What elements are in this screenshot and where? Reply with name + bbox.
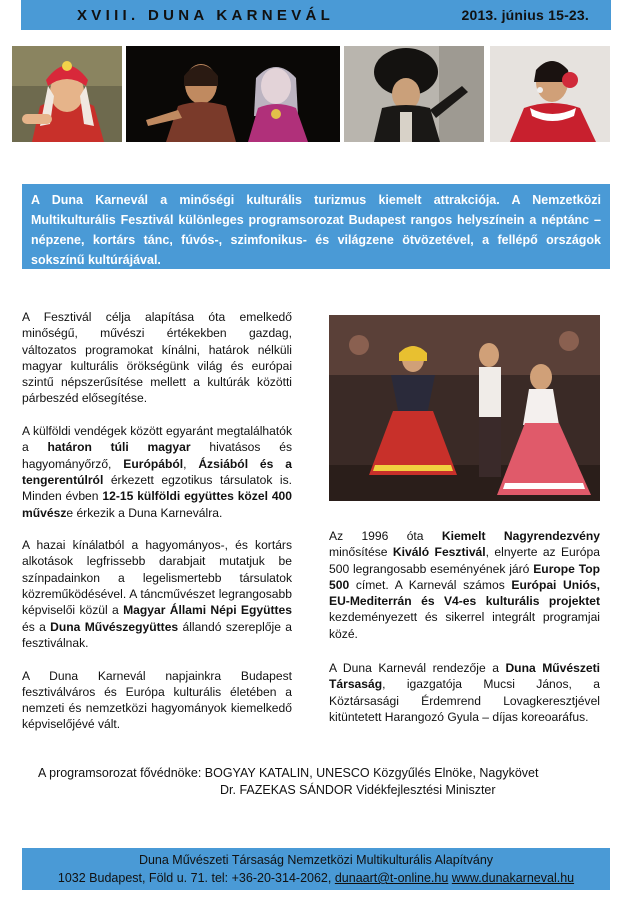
highlight-text: Európai Uniós, EU-Mediterrán és V4-es kulturális projektet	[329, 577, 600, 609]
highlight-text: Duna Művészegyüttes	[50, 619, 179, 634]
text: minősítése	[329, 545, 393, 560]
intro-box: A Duna Karnevál a minőségi kulturális turizmus kiemelt attrakciója. A Nemzetközi Multikulturális Fesztivál különleges programsorozat Budapest rangos helyszínein a néptánc – népzene, kortárs tánc, fúvós-, szimfonikus- és világzene ötvözetével, a fellépő országok sokszínű kultúrájával.	[22, 184, 610, 269]
highlight-text: 12-15 külföldi együttes közel 400 művész	[22, 489, 292, 520]
paragraph-purpose: A Fesztivál célja alapítása óta emelkedő minőségű, művészi értékekben gazdag, változatos programokat kínálni, határok nélküli magyar kulturális örökségünk világ és európai szintű népszerűsítése mellett a kultúrák közötti párbeszéd elősegítése.	[22, 310, 292, 406]
text: e érkezik a Duna Karneválra.	[66, 505, 223, 520]
highlight-text: határon túli magyar	[47, 440, 191, 455]
paragraph-organizer	[329, 660, 600, 725]
text: kezdeményezett és sikerrel integrált programjai közé.	[329, 610, 600, 641]
paragraph-today: A Duna Karnevál napjainkra Budapest fesztiválváros és Európa kulturális életében a nemzeti és nemzetközi hagyományok kiemelkedő képviselőjévé vált.	[22, 668, 292, 732]
highlight-text: Duna Művészeti Társaság	[329, 661, 600, 692]
text: ,	[183, 456, 199, 471]
text: címet. A Karnevál számos	[349, 577, 512, 592]
highlight-text: Magyar Állami Népi Együttes	[123, 603, 292, 618]
text: hivatásos és hagyományőrző,	[22, 440, 292, 471]
contact-line	[22, 869, 610, 887]
photo-dancing-couple	[126, 46, 340, 142]
email-link[interactable]: dunaart@t-online.hu	[334, 871, 449, 885]
text: érkezett egzotikus társulatok is. Minden évben	[22, 472, 292, 504]
text: és a	[22, 619, 51, 634]
highlight-text: Kiváló Fesztivál	[392, 545, 486, 560]
footer-banner	[22, 848, 610, 890]
paragraph-awards	[329, 528, 600, 642]
photo-dancer-red-headdress	[12, 46, 122, 142]
text: A Duna Karnevál rendezője a	[329, 661, 506, 676]
text: A külföldi vendégek között egyaránt megtalálhatók a	[22, 424, 292, 455]
text: , elnyerte az Európa 500 legrangosabb eseményének járó	[329, 545, 600, 576]
address-text: 1032 Budapest, Föld u. 71. tel: +36-20-314-2062,	[57, 871, 332, 885]
highlight-text: Ázsiából és a tengerentúlról	[22, 456, 292, 487]
text: , igazgatója Mucsi János, a Köztársasági Érdemrend Lovagkeresztjével kitüntetett Harangozó Gyula – díjas koreoaráfus.	[329, 677, 600, 724]
patrons-block	[0, 765, 622, 799]
photo-dancer-flower	[490, 46, 610, 142]
highlight-text: Europe Top 500	[329, 561, 600, 592]
right-column	[329, 528, 600, 742]
paragraph-foreign-guests	[22, 423, 292, 521]
text: Az 1996 óta	[329, 529, 442, 543]
festival-title: XVIII. DUNA KARNEVÁL	[77, 6, 335, 24]
text: A hazai kínálatból a hagyományos-, és kortárs alkotások legfrissebb darabjait mutatjuk be színpadainkon a legelismertebb társulatok közreműködésével. A táncművészet legrangosabb képviselői közül a	[22, 538, 292, 618]
photo-man-shaggy-hat	[344, 46, 484, 142]
festival-date: 2013. június 15-23.	[461, 7, 589, 23]
highlight-text: Kiemelt Nagyrendezvény	[441, 529, 600, 543]
website-link[interactable]: www.dunakarneval.hu	[451, 871, 575, 885]
highlight-text: Európából	[123, 456, 184, 471]
left-column	[22, 309, 292, 749]
patron-line-2: Dr. FAZEKAS SÁNDOR Vidékfejlesztési Miniszter	[220, 783, 496, 797]
patron-line-1: A programsorozat fővédnöke: BOGYAY KATALIN, UNESCO Közgyűlés Elnöke, Nagykövet	[38, 766, 539, 780]
paragraph-domestic	[22, 537, 292, 651]
foundation-name: Duna Művészeti Társaság Nemzetközi Multikulturális Alapítvány	[138, 853, 494, 867]
photo-folk-dance	[329, 315, 600, 501]
text: állandó szereplője a fesztiválnak.	[22, 619, 292, 650]
photo-strip	[12, 46, 610, 142]
header-banner	[21, 0, 611, 30]
